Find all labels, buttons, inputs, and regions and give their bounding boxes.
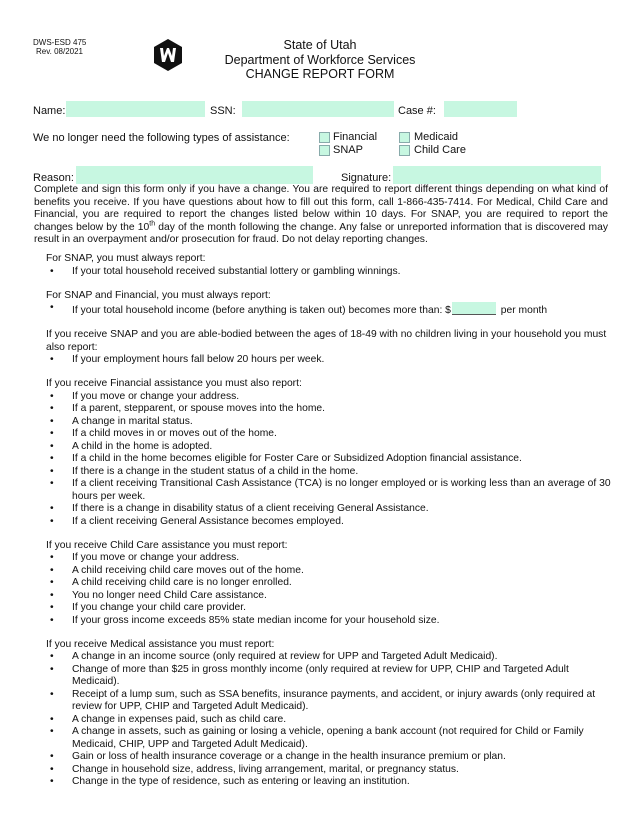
bullet-list <box>46 266 616 279</box>
reason-label: Reason: <box>33 172 74 184</box>
list-item: • A change in expenses paid, such as child care. <box>72 714 616 727</box>
section-heading: If you receive Financial assistance you must also report: <box>46 378 302 389</box>
form-number: DWS-ESD 475 <box>33 38 87 47</box>
signature-field[interactable] <box>393 166 601 184</box>
list-item: • If you move or change your address. <box>72 552 616 565</box>
list-item: • If your employment hours fall below 20 hours per week. <box>72 354 616 367</box>
list-item: • A child receiving child care is no longer enrolled. <box>72 577 616 590</box>
form-revision: Rev. 08/2021 <box>36 47 83 56</box>
section-abawd <box>46 329 616 367</box>
medicaid-checkbox[interactable] <box>399 132 410 143</box>
bullet-list <box>46 391 616 529</box>
ssn-label: SSN: <box>210 105 236 117</box>
child-care-label: Child Care <box>414 144 466 156</box>
financial-label: Financial <box>333 131 378 143</box>
list-item: • If your gross income exceeds 85% state median income for your household size. <box>72 615 616 628</box>
list-item: • If a parent, stepparent, or spouse moves into the home. <box>72 403 616 416</box>
instructions-part-2: day of the month following the change. Any false or unreported information that is discovered may result in an overpayment and/or prosecution for fraud. Do not delay reporting changes. <box>34 221 608 245</box>
list-item: • If you change your child care provider. <box>72 602 616 615</box>
list-item <box>72 302 616 318</box>
list-item: • You no longer need Child Care assistance. <box>72 590 616 603</box>
instructions-superscript: th <box>149 220 156 228</box>
list-item: • A child receiving child care moves out of the home. <box>72 565 616 578</box>
income-amount-field[interactable] <box>452 302 496 315</box>
instructions-part-1: Complete and sign this form only if you have a change. You are required to report different things depending on what kind of benefits you receive. If you have questions about how to fill out this form, call 1-866-435-7414. For Medical, Child Care and Financial, you are required to report the changes listed below within 10 days. For SNAP, you are required to report the changes below by the 10 <box>34 184 608 233</box>
form-header <box>0 38 640 82</box>
list-item: • A change in assets, such as gaining or losing a vehicle, opening a bank account (not required for Child or Family Medicaid, CHIP, UPP and Targeted Adult Medicaid). <box>72 726 616 751</box>
bullet-list <box>46 354 616 367</box>
section-heading: If you receive Child Care assistance you must report: <box>46 539 288 551</box>
section-medical <box>46 639 616 789</box>
child-care-checkbox[interactable] <box>399 145 410 156</box>
state-title: State of Utah <box>283 38 357 52</box>
section-heading: For SNAP, you must always report: <box>46 253 206 264</box>
bullet-list <box>46 302 616 318</box>
section-snap <box>46 253 616 278</box>
case-number-label: Case #: <box>398 105 436 117</box>
signature-label: Signature: <box>341 172 392 184</box>
financial-checkbox[interactable] <box>319 132 330 143</box>
instructions-paragraph <box>34 184 608 247</box>
section-heading: If you receive SNAP and you are able-bodied between the ages of 18-49 with no children living in your household you must also report: <box>46 329 607 353</box>
list-item: • Change of more than $25 in gross monthly income (only required at review for UPP, CHIP and Targeted Adult Medicaid). <box>72 664 616 689</box>
snap-label: SNAP <box>333 144 363 156</box>
list-item: • If your total household received substantial lottery or gambling winnings. <box>72 266 616 279</box>
bullet-list <box>46 552 616 627</box>
list-item: • If you move or change your address. <box>72 391 616 404</box>
list-item: • If a client receiving Transitional Cash Assistance (TCA) is no longer employed or is working less than an average of 30 hours per week. <box>72 478 616 503</box>
list-item: • If there is a change in the student status of a child in the home. <box>72 466 616 479</box>
list-item: • If a child in the home becomes eligible for Foster Care or Subsidized Adoption financial assistance. <box>72 453 616 466</box>
income-item-text: If your total household income (before anything is taken out) becomes more than: $ <box>72 305 451 316</box>
form-title: CHANGE REPORT FORM <box>245 67 395 81</box>
list-item: • If there is a change in disability status of a client receiving General Assistance. <box>72 503 616 516</box>
bullet-list <box>46 651 616 789</box>
case-number-field[interactable] <box>444 101 517 117</box>
assistance-prompt: We no longer need the following types of assistance: <box>33 132 290 144</box>
name-field[interactable] <box>66 101 205 117</box>
reason-field[interactable] <box>76 166 313 184</box>
name-label: Name: <box>33 105 66 117</box>
list-item: • If a child moves in or moves out of the home. <box>72 428 616 441</box>
medicaid-label: Medicaid <box>414 131 459 143</box>
list-item: • A child in the home is adopted. <box>72 441 616 454</box>
income-item-suffix: per month <box>497 305 548 316</box>
section-financial <box>46 378 616 528</box>
list-item: • Change in household size, address, living arrangement, marital, or pregnancy status. <box>72 764 616 777</box>
section-heading: If you receive Medical assistance you must report: <box>46 638 275 650</box>
section-child-care <box>46 540 616 628</box>
department-title: Department of Workforce Services <box>224 52 416 67</box>
section-snap-financial <box>46 290 616 318</box>
reporting-requirements <box>46 253 616 800</box>
list-item: • A change in marital status. <box>72 416 616 429</box>
list-item: • A change in an income source (only required at review for UPP and Targeted Adult Medicaid). <box>72 651 616 664</box>
ssn-field[interactable] <box>242 101 394 117</box>
section-heading: For SNAP and Financial, you must always report: <box>46 289 271 301</box>
snap-checkbox[interactable] <box>319 145 330 156</box>
list-item: • Change in the type of residence, such as entering or leaving an institution. <box>72 776 616 789</box>
list-item: • Gain or loss of health insurance coverage or a change in the health insurance premium or plan. <box>72 751 616 764</box>
list-item: • Receipt of a lump sum, such as SSA benefits, insurance payments, and accident, or injury awards (only required at review for UPP, CHIP and Targeted Adult Medicaid). <box>72 689 616 714</box>
list-item: • If a client receiving General Assistance becomes employed. <box>72 516 616 529</box>
